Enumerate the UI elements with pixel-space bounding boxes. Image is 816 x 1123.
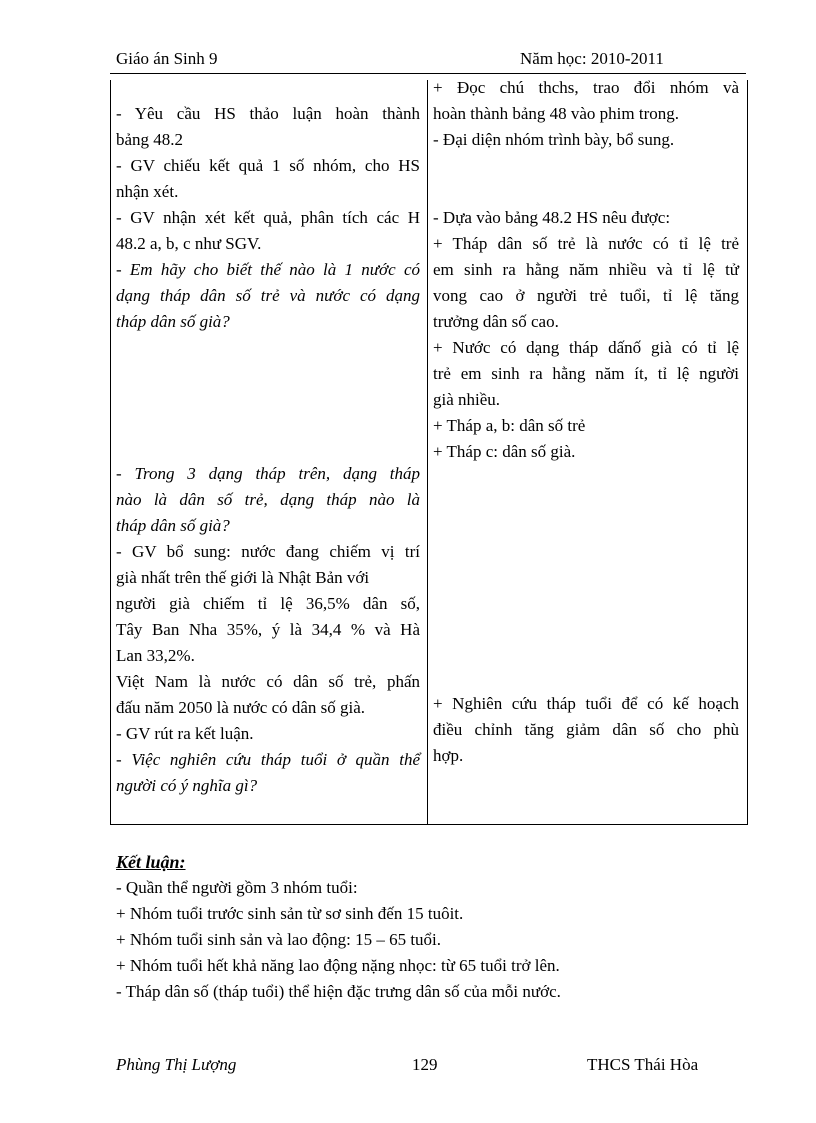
text-line: Lan 33,2%.	[116, 646, 195, 665]
text-line: đấu năm 2050 là nước có dân số già.	[116, 698, 366, 717]
text-line: - Đại diện nhóm trình bày, bổ sung.	[433, 130, 675, 149]
text-line: nhận xét.	[116, 182, 179, 201]
text-line: - GV rút ra kết luận.	[116, 724, 254, 743]
footer-author: Phùng Thị Lượng	[116, 1055, 237, 1074]
text-line: + Tháp dân số trẻ là nước có tỉ lệ trẻ	[433, 234, 739, 253]
question-line: tháp dân số già?	[116, 312, 230, 331]
text-line: vong cao ở người trẻ tuổi, tỉ lệ tăng	[433, 286, 739, 305]
conclusion-line: - Quần thể người gồm 3 nhóm tuổi:	[116, 878, 358, 897]
text-line: Việt Nam là nước có dân số trẻ, phấn	[116, 672, 420, 691]
text-line: - Dựa vào bảng 48.2 HS nêu được:	[433, 208, 671, 227]
conclusion-line: + Nhóm tuổi hết khả năng lao động nặng nhọc: từ 65 tuổi trở lên.	[116, 956, 560, 975]
footer-school: THCS Thái Hòa	[587, 1055, 699, 1074]
question-line: dạng tháp dân số trẻ và nước có dạng	[116, 286, 420, 305]
question-line: - Việc nghiên cứu tháp tuổi ở quần thể	[116, 750, 420, 769]
text-line: trẻ em sinh ra hằng năm ít, tỉ lệ người	[433, 364, 739, 383]
text-line: + Tháp c: dân số già.	[433, 442, 576, 461]
question-line: - Trong 3 dạng tháp trên, dạng tháp	[116, 464, 420, 483]
question-line: - Em hãy cho biết thế nào là 1 nước có	[116, 260, 420, 279]
header-underline	[110, 73, 746, 74]
text-line: - GV chiếu kết quả 1 số nhóm, cho HS	[116, 156, 420, 175]
text-line: - Yêu cầu HS thảo luận hoàn thành	[116, 104, 420, 123]
text-line: 48.2 a, b, c như SGV.	[116, 234, 262, 253]
teacher-activities-block-1	[116, 101, 420, 335]
student-activities-block-3	[433, 691, 739, 769]
text-line: + Nước có dạng tháp dấnố già có tỉ lệ	[433, 338, 739, 357]
text-line: trưởng dân số cao.	[433, 312, 559, 331]
header-subject: Giáo án Sinh 9	[116, 49, 218, 68]
student-activities-block-2	[433, 205, 739, 465]
conclusion-line: - Tháp dân số (tháp tuổi) thể hiện đặc trưng dân số của mỗi nước.	[116, 982, 561, 1001]
conclusion-title: Kết luận:	[116, 852, 186, 872]
text-line: Tây Ban Nha 35%, ý là 34,4 % và Hà	[116, 620, 420, 639]
question-line: nào là dân số trẻ, dạng tháp nào là	[116, 490, 420, 509]
text-line: già nhất trên thế giới là Nhật Bản với	[116, 568, 370, 587]
text-line: già nhiều.	[433, 390, 501, 409]
student-activities-block-1	[433, 75, 739, 153]
text-line: + Nghiên cứu tháp tuổi để có kế hoạch	[433, 694, 739, 713]
conclusion-line: + Nhóm tuổi trước sinh sản từ sơ sinh đến 15 tuôit.	[116, 904, 464, 923]
text-line: bảng 48.2	[116, 130, 184, 149]
text-line: em sinh ra hằng năm nhiều và tỉ lệ tử	[433, 260, 739, 279]
text-line: + Tháp a, b: dân số trẻ	[433, 416, 586, 435]
text-line: + Đọc chú thchs, trao đổi nhóm và	[433, 78, 739, 97]
question-line: người có ý nghĩa gì?	[116, 776, 258, 795]
question-line: tháp dân số già?	[116, 516, 230, 535]
table-column-divider	[427, 80, 428, 824]
conclusion-section	[116, 849, 561, 1005]
text-line: hợp.	[433, 746, 464, 765]
footer-page-number: 129	[412, 1055, 438, 1074]
conclusion-line: + Nhóm tuổi sinh sản và lao động: 15 – 65 tuổi.	[116, 930, 442, 949]
text-line: điều chỉnh tăng giảm dân số cho phù	[433, 720, 739, 739]
text-line: người già chiếm tỉ lệ 36,5% dân số,	[116, 594, 420, 613]
text-line: hoàn thành bảng 48 vào phim trong.	[433, 104, 679, 123]
teacher-activities-block-2	[116, 461, 420, 799]
text-line: - GV bổ sung: nước đang chiếm vị trí	[116, 542, 420, 561]
header-school-year: Năm học: 2010-2011	[520, 49, 664, 68]
text-line: - GV nhận xét kết quả, phân tích các H	[116, 208, 420, 227]
